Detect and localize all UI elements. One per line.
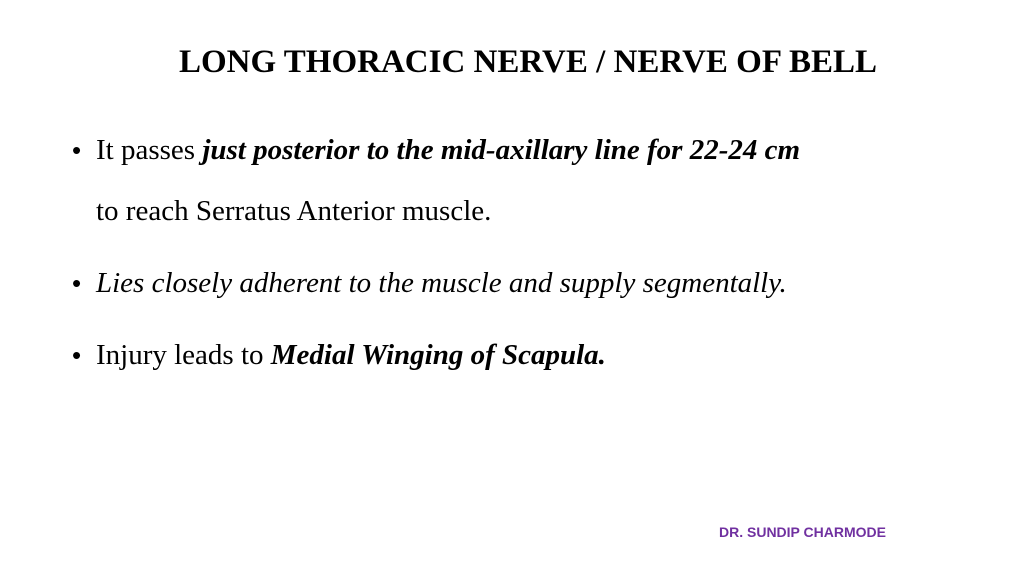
slide-title: LONG THORACIC NERVE / NERVE OF BELL	[178, 44, 878, 80]
bullet-item-1	[72, 134, 800, 167]
bullet-item-2	[72, 267, 787, 300]
bullet-marker: •	[72, 268, 82, 298]
bullet-3-plain-text: Injury leads to	[96, 339, 271, 371]
bullet-1-emphasis-text: just posterior to the mid-axillary line for 22-24 cm	[202, 134, 801, 166]
bullet-1-plain-text: It passes	[96, 134, 203, 166]
bullet-marker: •	[72, 340, 82, 370]
bullet-3-emphasis-text: Medial Winging of Scapula.	[270, 339, 606, 371]
bullet-item-3	[72, 339, 606, 372]
bullet-marker: •	[72, 135, 82, 165]
bullet-2-italic-text: Lies closely adherent to the muscle and supply segmentally.	[96, 267, 787, 299]
author-footer: DR. SUNDIP CHARMODE	[719, 524, 886, 540]
bullet-1-continuation: to reach Serratus Anterior muscle.	[96, 195, 492, 227]
